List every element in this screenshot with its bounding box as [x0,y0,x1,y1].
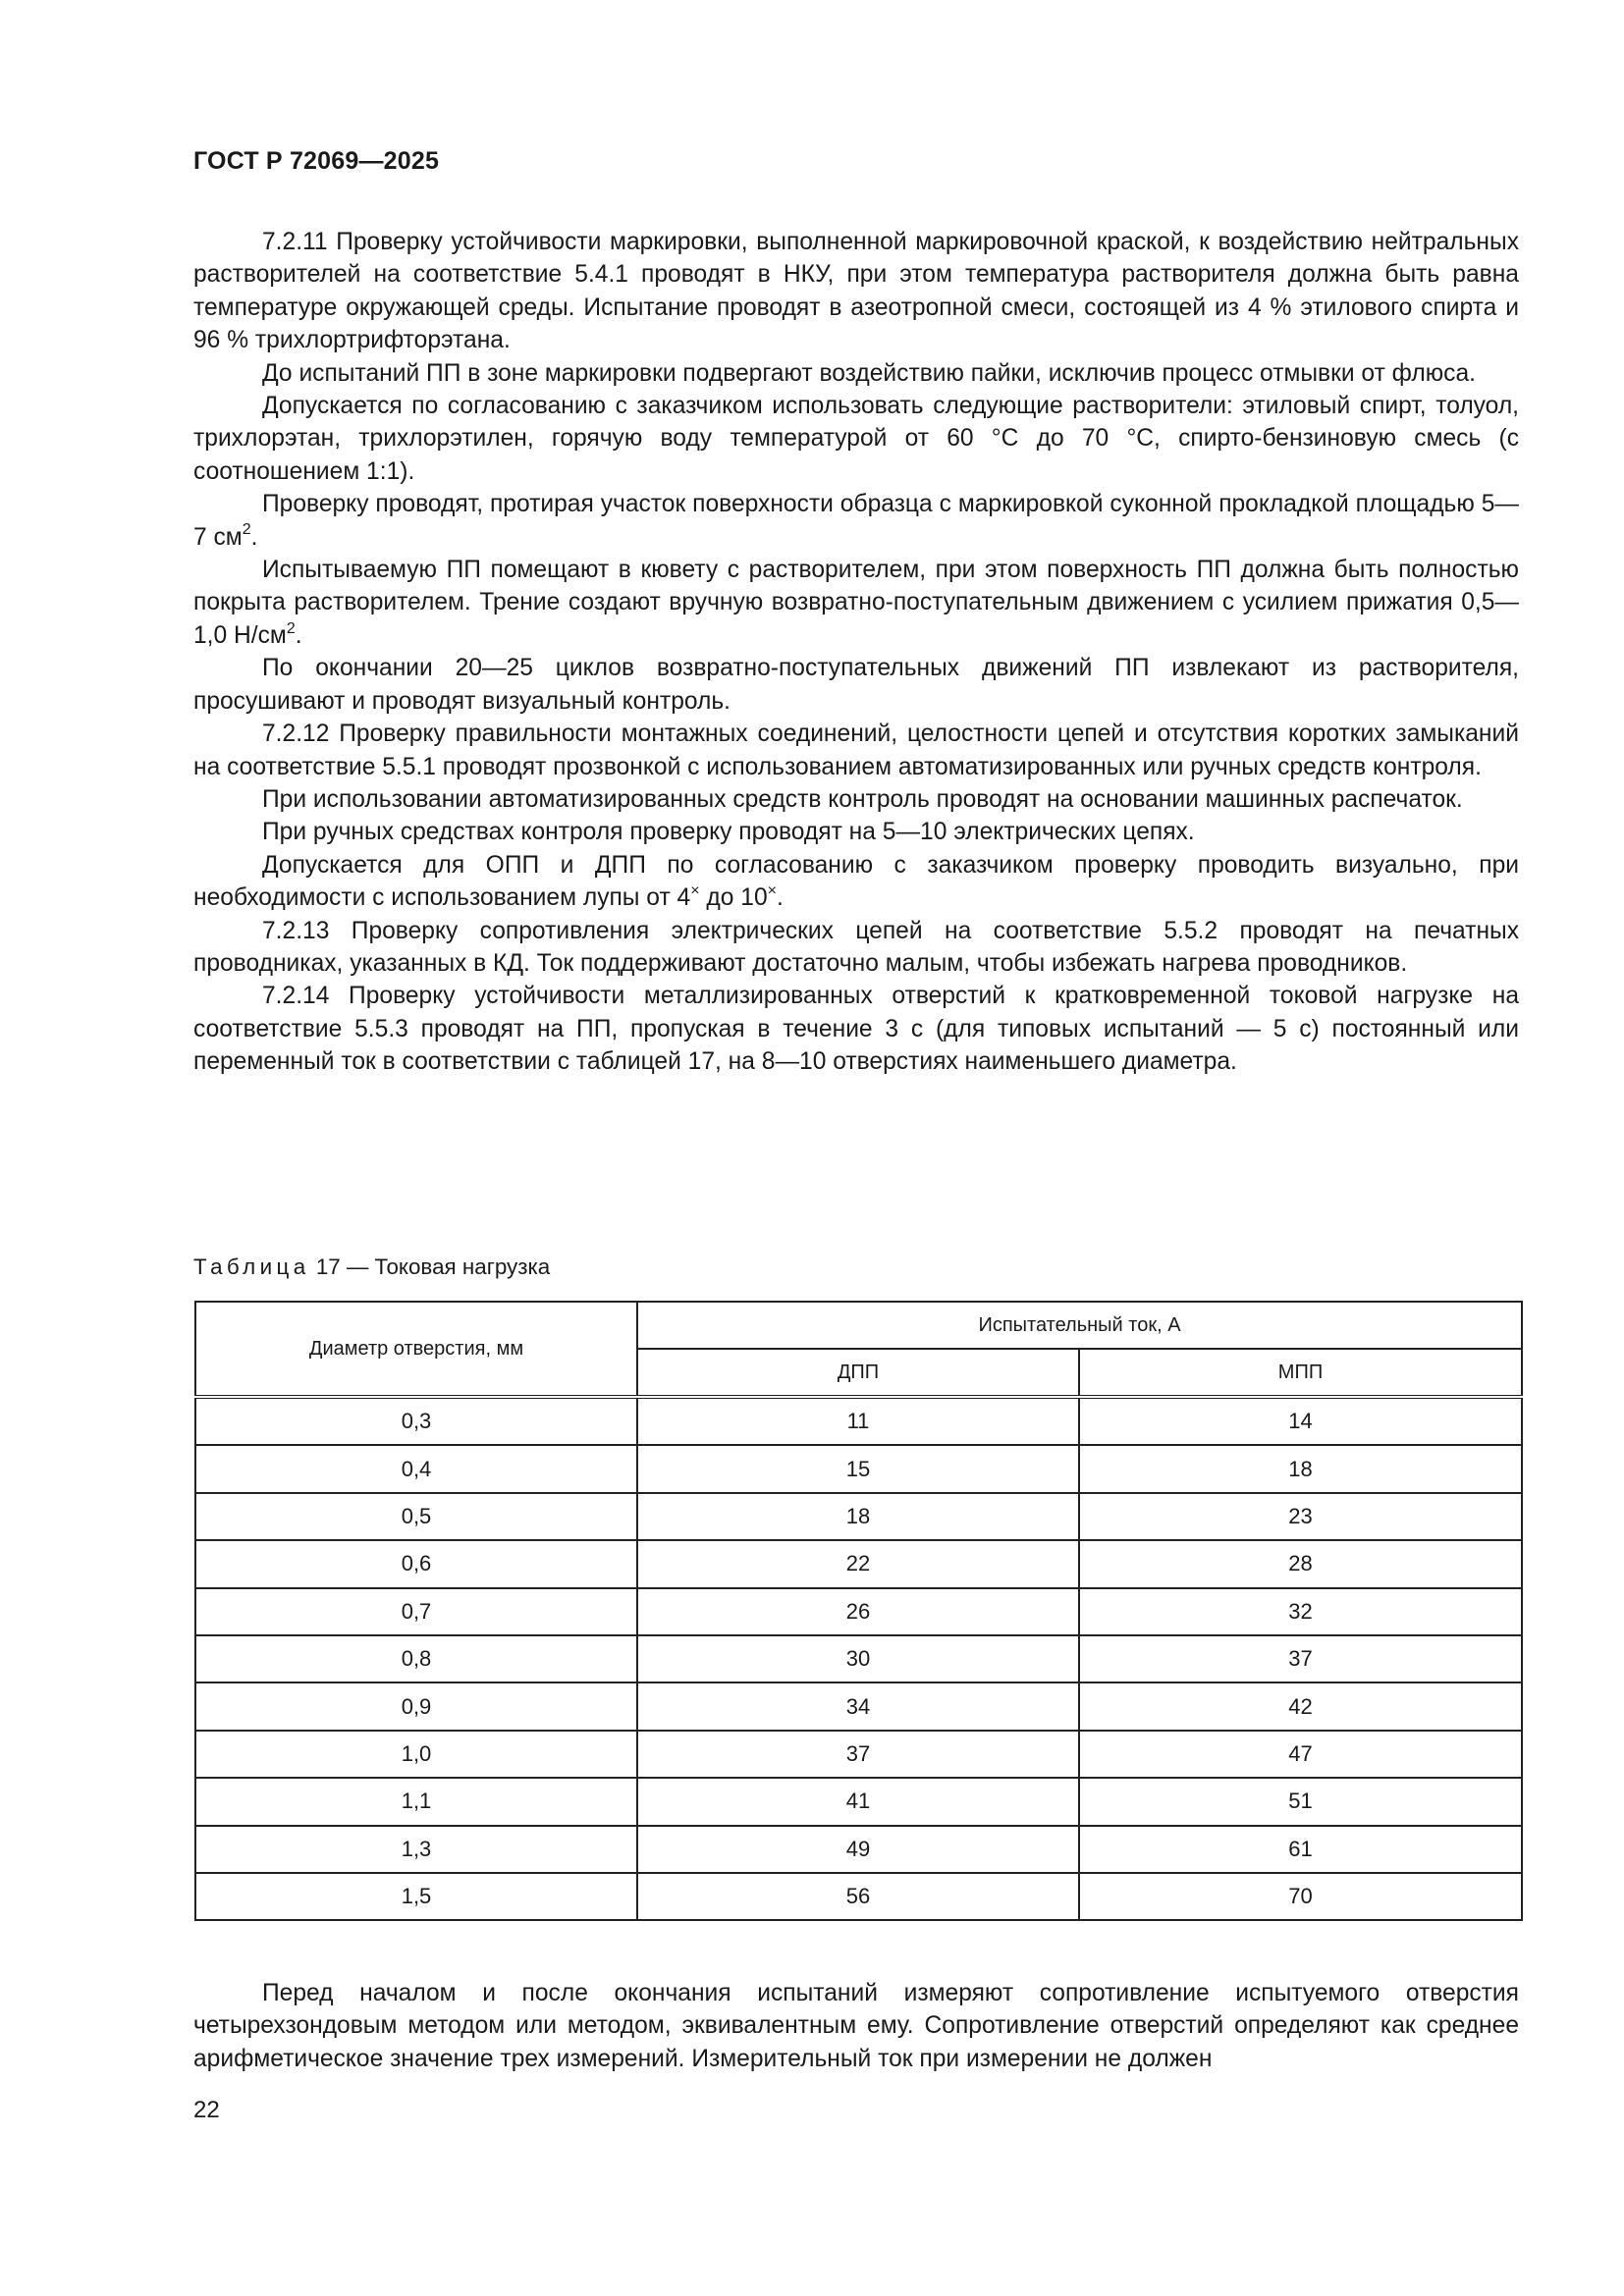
superscript: 2 [242,521,251,539]
cell-mpp: 42 [1079,1682,1522,1730]
text-after-table [193,1977,1519,2075]
paragraph-automated: При использовании автоматизированных средств контроль проводят на основании машинных распечаток. [262,785,1463,813]
table-row [195,1682,1522,1730]
superscript: 2 [286,619,296,637]
paragraph-measurement: Перед началом и после окончания испытаний измеряют сопротивление испытуемого отверстия четырехзондовым методом или методом, эквивалентным ему. Сопротивление отверстий определяют как среднее арифметическое значение трех измерений. Измерительный ток при измерении не должен [193,1980,1519,2072]
table-row [195,1826,1522,1873]
cell-mpp: 61 [1079,1826,1522,1873]
header-mpp: МПП [1079,1349,1522,1397]
table-row [195,1397,1522,1445]
paragraph-friction: Испытываемую ПП помещают в кювету с растворителем, при этом поверхность ПП должна быть полностью покрыта растворителем. Трение создают вручную возвратно-поступательным движением с усилием прижатия 0,5—1,0 $Н/см^2$. [193,557,1519,649]
cell-dpp: 56 [637,1873,1079,1920]
table-caption: Таблица 17 — Токовая нагрузка [193,1255,551,1279]
table-row [195,1873,1522,1920]
cell-diameter: 0,7 [195,1588,637,1635]
paragraph-7-2-12: 7.2.12 Проверку правильности монтажных соединений, целостности цепей и отсутствия коротких замыканий на соответствие 5.5.1 проводят прозвонкой с использованием автоматизированных или ручных средств контроля. [193,721,1519,780]
cell-mpp: 32 [1079,1588,1522,1635]
cell-diameter: 0,3 [195,1397,637,1445]
paragraph-cycles: По окончании 20—25 циклов возвратно-поступательных движений ПП извлекают из растворителя, просушивают и проводят визуальный контроль. [193,655,1519,715]
cell-diameter: 1,1 [195,1778,637,1825]
table-row [195,1635,1522,1682]
cell-dpp: 30 [637,1635,1079,1682]
header-diameter: Диаметр отверстия, мм [195,1302,637,1397]
cell-dpp: 34 [637,1682,1079,1730]
cell-mpp: 23 [1079,1493,1522,1540]
cell-dpp: 15 [637,1445,1079,1492]
cell-dpp: 22 [637,1540,1079,1587]
cell-mpp: 37 [1079,1635,1522,1682]
document-header: ГОСТ Р 72069—2025 [193,147,440,175]
cell-mpp: 51 [1079,1778,1522,1825]
table-row [195,1493,1522,1540]
cell-dpp: 37 [637,1731,1079,1778]
paragraph-7-2-11: 7.2.11 Проверку устойчивости маркировки, выполненной маркировочной краской, к воздействию нейтральных растворителей на соответствие 5.4.1 проводят в НКУ, при этом температура растворителя должна быть равна температуре окружающей среды. Испытание проводят в азеотропной смеси, состоящей из 4 % этилового спирта и 96 % трихлортрифторэтана. [193,229,1519,354]
cell-dpp: 26 [637,1588,1079,1635]
table-row [195,1588,1522,1635]
cell-diameter: 1,3 [195,1826,637,1873]
paragraph-manual: При ручных средствах контроля проверку проводят на 5—10 электрических цепях. [262,819,1195,846]
paragraph-7-2-13: 7.2.13 Проверку сопротивления электрических цепей на соответствие 5.5.2 проводят на печатных проводниках, указанных в КД. Ток поддерживают достаточно малым, чтобы избежать нагрева проводников. [193,917,1519,977]
superscript: × [767,881,777,899]
cell-diameter: 0,5 [195,1493,637,1540]
paragraph-visual: Допускается для ОПП и ДПП по согласованию с заказчиком проверку проводить визуально, при необходимости с использованием лупы от 4× до 10×. [193,851,1519,912]
cell-diameter: 0,9 [195,1682,637,1730]
cell-diameter: 0,4 [195,1445,637,1492]
cell-mpp: 47 [1079,1731,1522,1778]
paragraph-7-2-14: 7.2.14 Проверку устойчивости металлизированных отверстий к кратковременной токовой нагрузке на соответствие 5.5.3 проводят на ПП, пропуская в течение 3 с (для типовых испытаний — 5 с) постоянный или переменный ток в соответствии с таблицей 17, на 8—10 отверстиях наименьшего диаметра. [193,983,1519,1076]
table-row [195,1445,1522,1492]
paragraph-soldering: До испытаний ПП в зоне маркировки подвергают воздействию пайки, исключив процесс отмывки от флюса. [262,359,1476,387]
table-row [195,1540,1522,1587]
header-test-current: Испытательный ток, А [637,1302,1522,1349]
cell-dpp: 41 [637,1778,1079,1825]
cell-diameter: 1,0 [195,1731,637,1778]
cell-dpp: 49 [637,1826,1079,1873]
paragraph-solvents: Допускается по согласованию с заказчиком использовать следующие растворители: этиловый спирт, толуол, трихлорэтан, трихлорэтилен, горячую воду температурой от 60 °С до 70 °С, спирто-бензиновую смесь (с соотношением 1:1). [193,393,1519,485]
cell-mpp: 28 [1079,1540,1522,1587]
cell-dpp: 18 [637,1493,1079,1540]
current-load-table [194,1301,1523,1921]
table-row [195,1731,1522,1778]
header-dpp: ДПП [637,1349,1079,1397]
main-text [193,226,1519,1079]
cell-diameter: 0,6 [195,1540,637,1587]
superscript: × [690,881,700,899]
paragraph-wipe-area: Проверку проводят, протирая участок поверхности образца с маркировкой суконной прокладкой площадью 5—7 $см^2$. [193,491,1519,551]
cell-mpp: 14 [1079,1397,1522,1445]
cell-diameter: 0,8 [195,1635,637,1682]
cell-mpp: 70 [1079,1873,1522,1920]
cell-mpp: 18 [1079,1445,1522,1492]
table-row [195,1778,1522,1825]
page-number: 22 [193,2097,220,2123]
cell-diameter: 1,5 [195,1873,637,1920]
cell-dpp: 11 [637,1397,1079,1445]
